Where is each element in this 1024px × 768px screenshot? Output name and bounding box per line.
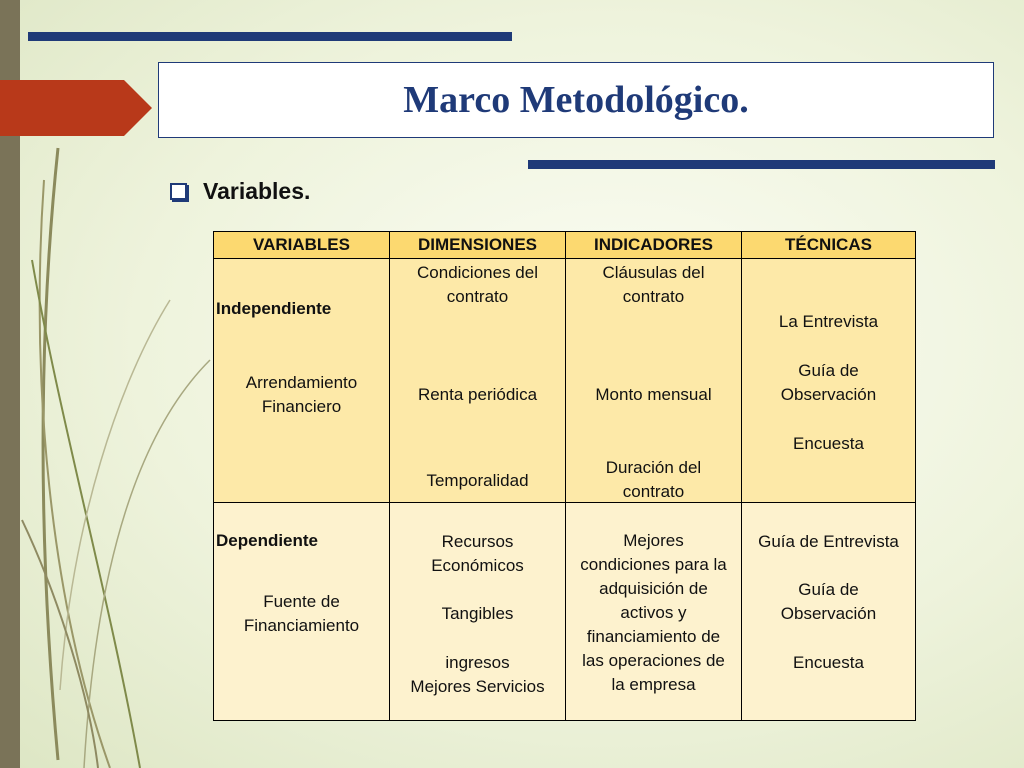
table-cell: [214, 503, 390, 721]
dimension-item: Condiciones del contrato: [417, 263, 538, 306]
technique-item: Encuesta: [793, 653, 864, 672]
dimension-item: Renta periódica: [417, 385, 538, 404]
variables-table: [213, 231, 916, 721]
header-variables: VARIABLES: [214, 232, 390, 259]
dimension-item: ingresos Mejores Servicios: [410, 653, 545, 696]
variable-type: Independiente: [216, 299, 332, 318]
title-box: [158, 62, 994, 138]
table-row: [214, 503, 916, 721]
table-cell: [390, 259, 566, 503]
table-cell: [390, 503, 566, 721]
technique-item: Guía de Observación: [780, 361, 877, 404]
table-cell: [742, 259, 916, 503]
header-indicadores: INDICADORES: [566, 232, 742, 259]
table-cell: [566, 259, 742, 503]
bullet-label: Variables.: [203, 178, 311, 204]
table-row: [214, 259, 916, 503]
subtitle-accent-line: [528, 160, 995, 169]
variable-name: Arrendamiento Financiero: [245, 373, 358, 416]
dimension-item: Temporalidad: [426, 471, 529, 490]
technique-item: Guía de Entrevista: [758, 532, 899, 551]
indicator-item: Cláusulas del contrato: [602, 263, 705, 306]
technique-item: Guía de Observación: [780, 580, 877, 623]
dimension-item: Recursos Económicos: [431, 532, 524, 575]
table-cell: [214, 259, 390, 503]
indicator-item: Mejores condiciones para la adquisición de activos y financiamiento de las operaciones de la empresa: [580, 531, 727, 694]
header-tecnicas: TÉCNICAS: [742, 232, 916, 259]
variable-name: Fuente de Financiamiento: [243, 592, 360, 635]
table-cell: [742, 503, 916, 721]
table-cell: [566, 503, 742, 721]
checkbox-bullet-icon: [170, 183, 187, 200]
indicator-item: Monto mensual: [595, 385, 712, 404]
technique-item: Encuesta: [793, 434, 864, 453]
dimension-item: Tangibles: [441, 604, 514, 623]
technique-item: La Entrevista: [778, 312, 879, 331]
top-accent-line: [28, 32, 512, 41]
table-header-row: [214, 232, 916, 259]
indicator-item: Duración del contrato: [605, 458, 702, 501]
variable-type: Dependiente: [216, 531, 319, 550]
page-title: Marco Metodológico.: [403, 79, 749, 121]
header-dimensiones: DIMENSIONES: [390, 232, 566, 259]
bullet-item: [170, 178, 310, 205]
